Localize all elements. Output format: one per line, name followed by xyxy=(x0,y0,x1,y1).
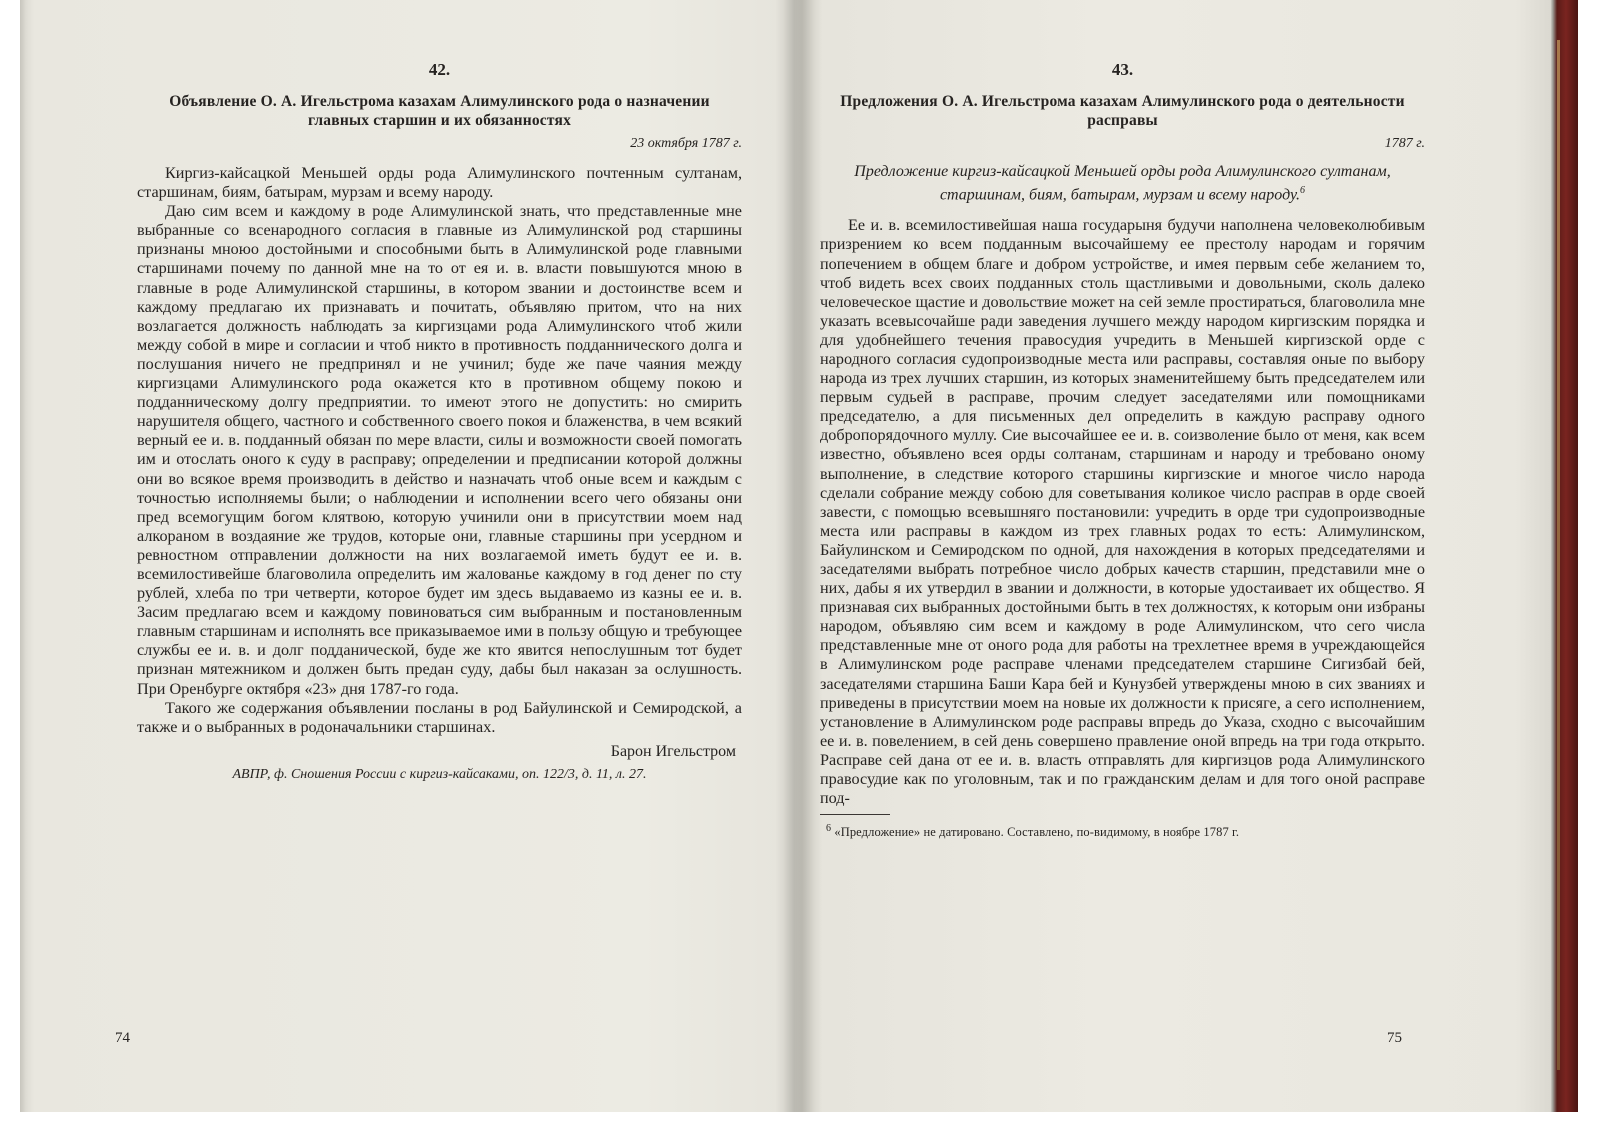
doc-title: Объявление О. А. Игельстрома казахам Алимулинского рода о назначении главных старшин и их обязанностях xyxy=(169,93,710,129)
addressee-text: Предложение киргиз-кайсацкой Меньшей орды рода Алимулинского султанам, старшинам, биям, батырам, мурзам и всему народу. xyxy=(854,163,1391,204)
footnote-divider xyxy=(820,814,890,815)
doc-date: 1787 г. xyxy=(1384,136,1425,151)
doc-number: 42. xyxy=(428,60,451,79)
paragraph: Даю сим всем и каждому в роде Алимулинской знать, что представленные мне выбранные со всенародного согласия в главные из Алимулинской род старшины признаны мноюо достойными и способными быть в Алимулинской роде главными старшинами почему по данной мне на то от ея и. в. власти повышуются мною в главные в роде Алимулинской старшины, в котором звании и достоинстве всем и каждому предлагаю их признавать и почитать, объявляю притом, что на них возлагается должность наблюдать за киргизцами рода Алимулинского чтоб жили между собой в мире и согласии и чтоб никто в противность подданнического долга и послушания ничего не предпринял и не учинил; буде же паче чаяния между киргизцами Алимулинского рода окажется кто в противном общему покою и подданническому долгу предприятии. то имеют этого не допустить: но смирить нарушителя общего, частного и собственного своего покоя и блаженства, в чем всякий верный ее и. в. подданный обязан по мере власти, силы и возможности своей помогать им и отослать оного к суду в расправу; определении и предписании которой должны они во всякое время производить в действо и назначать чтоб оные всем и каждым с точностью исполняемы были; о наблюдении и исполнении всего чего обязаны они пред всемогущим богом клятвою, которую учинили они в присутствии моем над алкораном в воздаяние же трудов, которые они, главные старшины при усердном и ревностном отправлении должности на них возлагаемой иметь будут ее и. в. всемилостивейше благоволила определить им жалованье каждому в год денег по сту рублей, хлеба по три четверти, которое будет им здесь выдаваемо из казны ее и. в. Засим предлагаю всем и каждому повиноваться сим выбранным и постановленным главным старшинам и исполнять все приказываемое ими в пользу общую и требующее службы ее и. в. и долг подданической, буде же кто явится непослушным тот будет признан мятежником и должен быть предан суду, дабы был наказан за ослушность. При Оренбурге октября «23» дня 1787-го года. xyxy=(137,202,742,698)
page-number-right: 75 xyxy=(1387,1030,1402,1046)
footnote-text: «Предложение» не датировано. Составлено, по-видимому, в ноябре 1787 г. xyxy=(834,825,1240,840)
book-spread xyxy=(20,0,1578,1112)
archive-reference: АВПР, ф. Сношения России с киргиз-кайсаками, оп. 122/3, д. 11, л. 27. xyxy=(232,766,647,782)
signature: Барон Игельстром xyxy=(610,742,736,760)
doc-body xyxy=(820,216,1425,808)
book-cover-edge xyxy=(1550,0,1578,1112)
paragraph: Такого же содержания объявлении посланы в род Байулинской и Семиродской, а также и о выбранных в родоначальники старшинах. xyxy=(137,698,742,736)
footnote-mark: 6 xyxy=(1300,185,1306,196)
doc-number: 43. xyxy=(1111,60,1134,79)
addressee xyxy=(820,162,1425,204)
left-page xyxy=(137,50,742,783)
doc-date: 23 октября 1787 г. xyxy=(630,136,742,151)
right-page xyxy=(820,50,1425,840)
page-number-left: 74 xyxy=(115,1030,130,1046)
paragraph: Киргиз-кайсацкой Меньшей орды рода Алимулинского почтенным султанам, старшинам, биям, батырам, мурзам и всему народу. xyxy=(137,164,742,202)
paragraph: Ее и. в. всемилостивейшая наша государыня будучи наполнена человеколюбивым призрением ко всем подданным высочайшему ее престолу народам и горячим попечением в общем благе и добром устройстве, и имея первым себе желанием то, чтоб видеть всех своих подданных столь щастливыми и довольными, сколь далеко человеческое щастие и довольствие может на сей земле простираться, благоволила мне указать всевысочайше ради заведения лучшего между народом киргизским порядка и для удобнейшего течения правосудия учредить в Меньшей киргизской орде с народного согласия судопроизводные места или расправы, составляя оные по выбору народа из трех лучших старшин, из которых знаменитейшему быть председателем или первым судьей в расправе, прочим следует заседателями или помощниками председателю, а для письменных дел определить в каждую расправу одного добропорядочного муллу. Сие высочайшее ее и. в. соизволение было от меня, как всем известно, объявлено всея орды солтанам, старшинам и народу и требовано оному выполнение, в следствие которого старшины киргизские и многое число народа сделали собрание между собою для советывания коликое число расправ в орде своей завести, с помощью всевышняго постановили: учредить в орде три судопроизводные места или расправы в каждом из трех главных родах то есть: Алимулинском, Байулинском и Семиродском по одной, для нахождения в которых председателями и заседателями выбрать потребное число добрых качеств старшин, представили мне о них, дабы я их утвердил в звании и должности, в которые удостаивает их общество. Я признавая сих выбранных достойными быть в тех должностях, к которым они избраны народом, объявляю сим всем и каждому в роде Алимулинском, что сего числа представленные мне от оного рода для работы на трехлетнее время в учреждающейся в Алимулинском роде расправе членами председателем старшине Сигизбай бей, заседателями старшина Баши Кара бей и Кунузбей утверждены мною в сих званиях и приведены в присутствии моем на новые их должности к присяге, а сего исполнением, установление в Алимулинском роде расправы впредь до Указа, сходно с высочайшим ее и. в. повелением, в сей день совершено правление оной впредь на три года открыто. Расправе сей дана от ее и. в. власть отправлять для киргизцов рода Алимулинского правосудие как по уголовным, так и по гражданским делам и для того оной расправе под- xyxy=(820,216,1425,808)
footnote xyxy=(820,823,1425,840)
book-spine xyxy=(775,0,815,1112)
footnote-number: 6 xyxy=(826,823,832,835)
doc-body xyxy=(137,164,742,737)
doc-title: Предложения О. А. Игельстрома казахам Алимулинского рода о деятельности расправы xyxy=(840,93,1405,129)
